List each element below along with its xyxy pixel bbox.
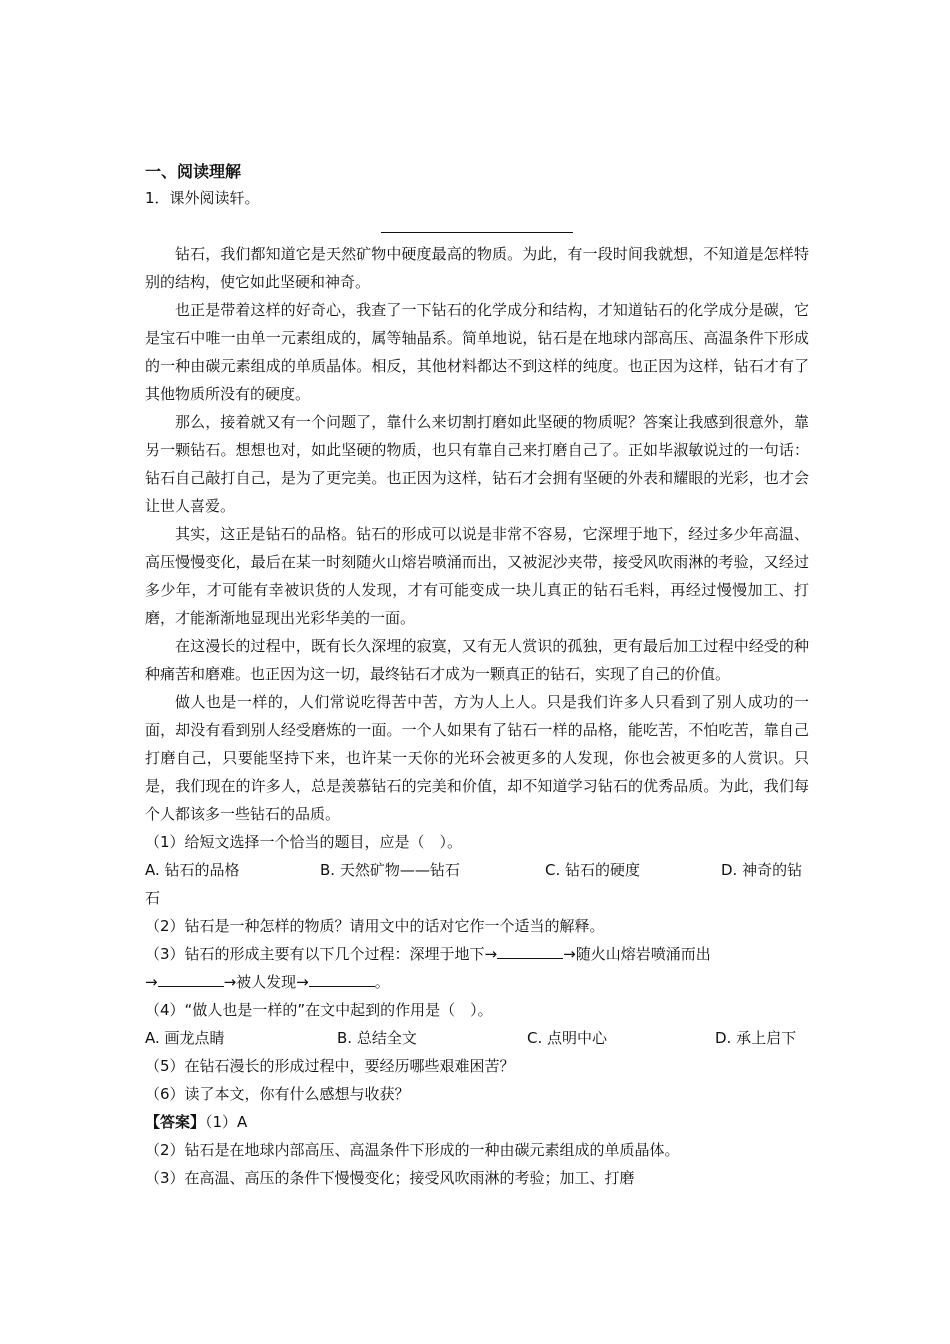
question-intro: 1．课外阅读轩。 — [145, 189, 260, 207]
option-a: A. 钻石的品格 — [145, 861, 240, 879]
option-c: C. 点明中心 — [527, 1029, 608, 1047]
paragraph: 在这漫长的过程中，既有长久深埋的寂寞，又有无人赏识的孤独，更有最后加工过程中经受的种种痛苦和磨难。也正因为这一切，最终钻石才成为一颗真正的钻石，实现了自己的价值。 — [145, 637, 809, 683]
option-a: A. 画龙点睛 — [145, 1029, 225, 1047]
option-d: D. 神奇的钻 — [721, 861, 803, 879]
option-d: D. 承上启下 — [715, 1029, 797, 1047]
question-3-line-2 — [145, 968, 809, 996]
option-b: B. 总结全文 — [337, 1029, 417, 1047]
option-c: C. 钻石的硬度 — [545, 861, 641, 879]
answer-blank[interactable] — [309, 968, 375, 987]
paragraph: 那么，接着就又有一个问题了，靠什么来切割打磨如此坚硬的物质呢？答案让我感到很意外，靠另一颗钻石。想想也对，如此坚硬的物质，也只有靠自己来打磨自己了。正如毕淑敏说过的一句话：钻石自己敲打自己，是为了更完美。也正因为这样，钻石才会拥有坚硬的外表和耀眼的光彩，也才会让世人喜爱。 — [145, 413, 809, 515]
title-blank — [145, 212, 809, 240]
option-d-wrap: 石 — [145, 889, 161, 907]
document-page — [145, 160, 809, 1192]
paragraph: 其实，这正是钻石的品格。钻石的形成可以说是非常不容易，它深埋于地下，经过多少年高温、高压慢慢变化，最后在某一时刻随火山熔岩喷涌而出，又被泥沙夹带，接受风吹雨淋的考验，又经过多少年，才可能有幸被识货的人发现，才有可能变成一块儿真正的钻石毛料，再经过慢慢加工、打磨，才能渐渐地显现出光彩华美的一面。 — [145, 525, 809, 627]
answer-2: （2）钻石是在地球内部高压、高温条件下形成的一种由碳元素组成的单质晶体。 — [145, 1141, 680, 1159]
question-4-stem: （4）“做人也是一样的”在文中起到的作用是（ ）。 — [145, 1001, 493, 1019]
answer-blank[interactable] — [497, 940, 563, 959]
question-5: （5）在钻石漫长的形成过程中，要经历哪些艰难困苦？ — [145, 1057, 515, 1075]
question-1-stem: （1）给短文选择一个恰当的题目，应是（ ）。 — [145, 833, 463, 851]
section-title: 一、阅读理解 — [145, 162, 242, 181]
question-3-mid: →被人发现→ — [223, 973, 309, 991]
option-b: B. 天然矿物——钻石 — [320, 861, 460, 879]
paragraph: 也正是带着这样的好奇心，我查了一下钻石的化学成分和结构，才知道钻石的化学成分是碳，它是宝石中唯一由单一元素组成的，属等轴晶系。简单地说，钻石是在地球内部高压、高温条件下形成的一种由碳元素组成的单质晶体。相反，其他材料都达不到这样的纯度。也正因为这样，钻石才有了其他物质所没有的硬度。 — [145, 301, 809, 403]
answer-3: （3）在高温、高压的条件下慢慢变化；接受风吹雨淋的考验；加工、打磨 — [145, 1169, 635, 1187]
answer-label: 【答案】 — [145, 1113, 206, 1131]
question-3-line-1 — [145, 940, 809, 968]
question-2: （2）钻石是一种怎样的物质？请用文中的话对它作一个适当的解释。 — [145, 917, 605, 935]
question-4-options — [145, 1024, 809, 1052]
question-6: （6）读了本文，你有什么感想与收获？ — [145, 1085, 410, 1103]
title-blank-line — [381, 232, 573, 233]
paragraph: 钻石，我们都知道它是天然矿物中硬度最高的物质。为此，有一段时间我就想，不知道是怎样特别的结构，使它如此坚硬和神奇。 — [145, 245, 809, 291]
paragraph: 做人也是一样的，人们常说吃得苦中苦，方为人上人。只是我们许多人只看到了别人成功的一面，却没有看到别人经受磨炼的一面。一个人如果有了钻石一样的品格，能吃苦，不怕吃苦，靠自己打磨自己，只要能坚持下来，也许某一天你的光环会被更多的人发现，你也会被更多的人赏识。只是，我们现在的许多人，总是羡慕钻石的完美和价值，却不知道学习钻石的优秀品质。为此，我们每个人都该多一些钻石的品质。 — [145, 693, 809, 823]
question-1-options — [145, 856, 809, 884]
question-3-suffix: →随火山熔岩喷涌而出 — [563, 945, 711, 963]
arrow: → — [145, 973, 158, 991]
answer-blank[interactable] — [158, 968, 224, 987]
answer-1: （1）A — [205, 1113, 248, 1131]
question-3-end: 。 — [374, 973, 390, 991]
question-3-prefix: （3）钻石的形成主要有以下几个过程：深埋于地下→ — [145, 945, 498, 963]
answer-line-1 — [145, 1108, 809, 1136]
